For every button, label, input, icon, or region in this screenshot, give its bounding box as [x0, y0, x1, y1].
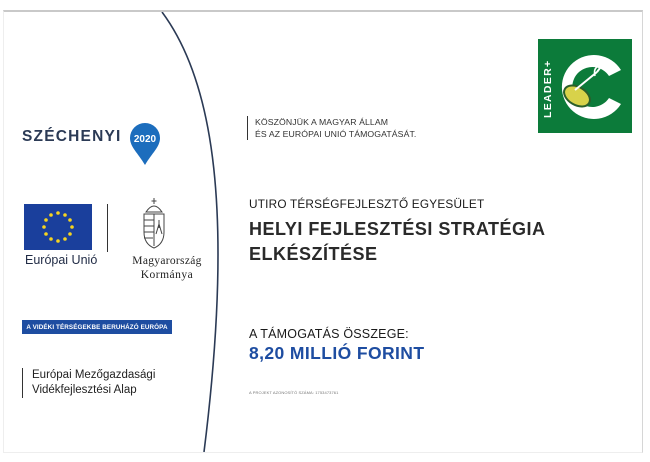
- poster: [3, 10, 643, 453]
- support-amount-label: A TÁMOGATÁS ÖSSZEGE:: [249, 327, 409, 341]
- thanks-line2: ÉS AZ EURÓPAI UNIÓ TÁMOGATÁSÁT.: [255, 129, 417, 139]
- government-label-line2: Kormánya: [140, 269, 194, 281]
- szechenyi-year: 2020: [133, 134, 156, 145]
- location-pin-icon: [128, 123, 162, 167]
- project-title-line1: HELYI FEJLESZTÉSI STRATÉGIA: [249, 219, 546, 239]
- hungarian-coat-of-arms-icon: [140, 198, 168, 250]
- eu-flag-icon: [24, 204, 92, 250]
- government-label-line1: Magyarország: [132, 255, 202, 267]
- fund-name-line1: Európai Mezőgazdasági: [32, 369, 156, 381]
- fund-name-line2: Vidékfejlesztési Alap: [32, 384, 137, 396]
- organization-name: UTIRO TÉRSÉGFEJLESZTŐ EGYESÜLET: [249, 197, 485, 211]
- eu-label: Európai Unió: [25, 253, 98, 267]
- szechenyi-wordmark: SZÉCHENYI: [22, 128, 122, 145]
- eafrd-banner: A VIDÉKI TÉRSÉGEKBE BERUHÁZÓ EURÓPA: [22, 320, 172, 334]
- leader-text: LEADER+: [542, 59, 554, 118]
- project-id: A PROJEKT AZONOSÍTÓ SZÁMA: 1753473761: [249, 390, 339, 395]
- leader-plus-logo: [537, 38, 633, 134]
- support-amount-value: 8,20 MILLIÓ FORINT: [249, 343, 425, 363]
- thanks-text: [247, 116, 416, 140]
- eu-divider: [107, 204, 108, 252]
- thanks-line1: KÖSZÖNJÜK A MAGYAR ÁLLAM: [255, 117, 389, 127]
- project-title: [249, 217, 546, 267]
- project-title-line2: ELKÉSZÍTÉSE: [249, 244, 378, 264]
- szechenyi-2020-logo: [22, 115, 162, 159]
- fund-name: [22, 368, 155, 398]
